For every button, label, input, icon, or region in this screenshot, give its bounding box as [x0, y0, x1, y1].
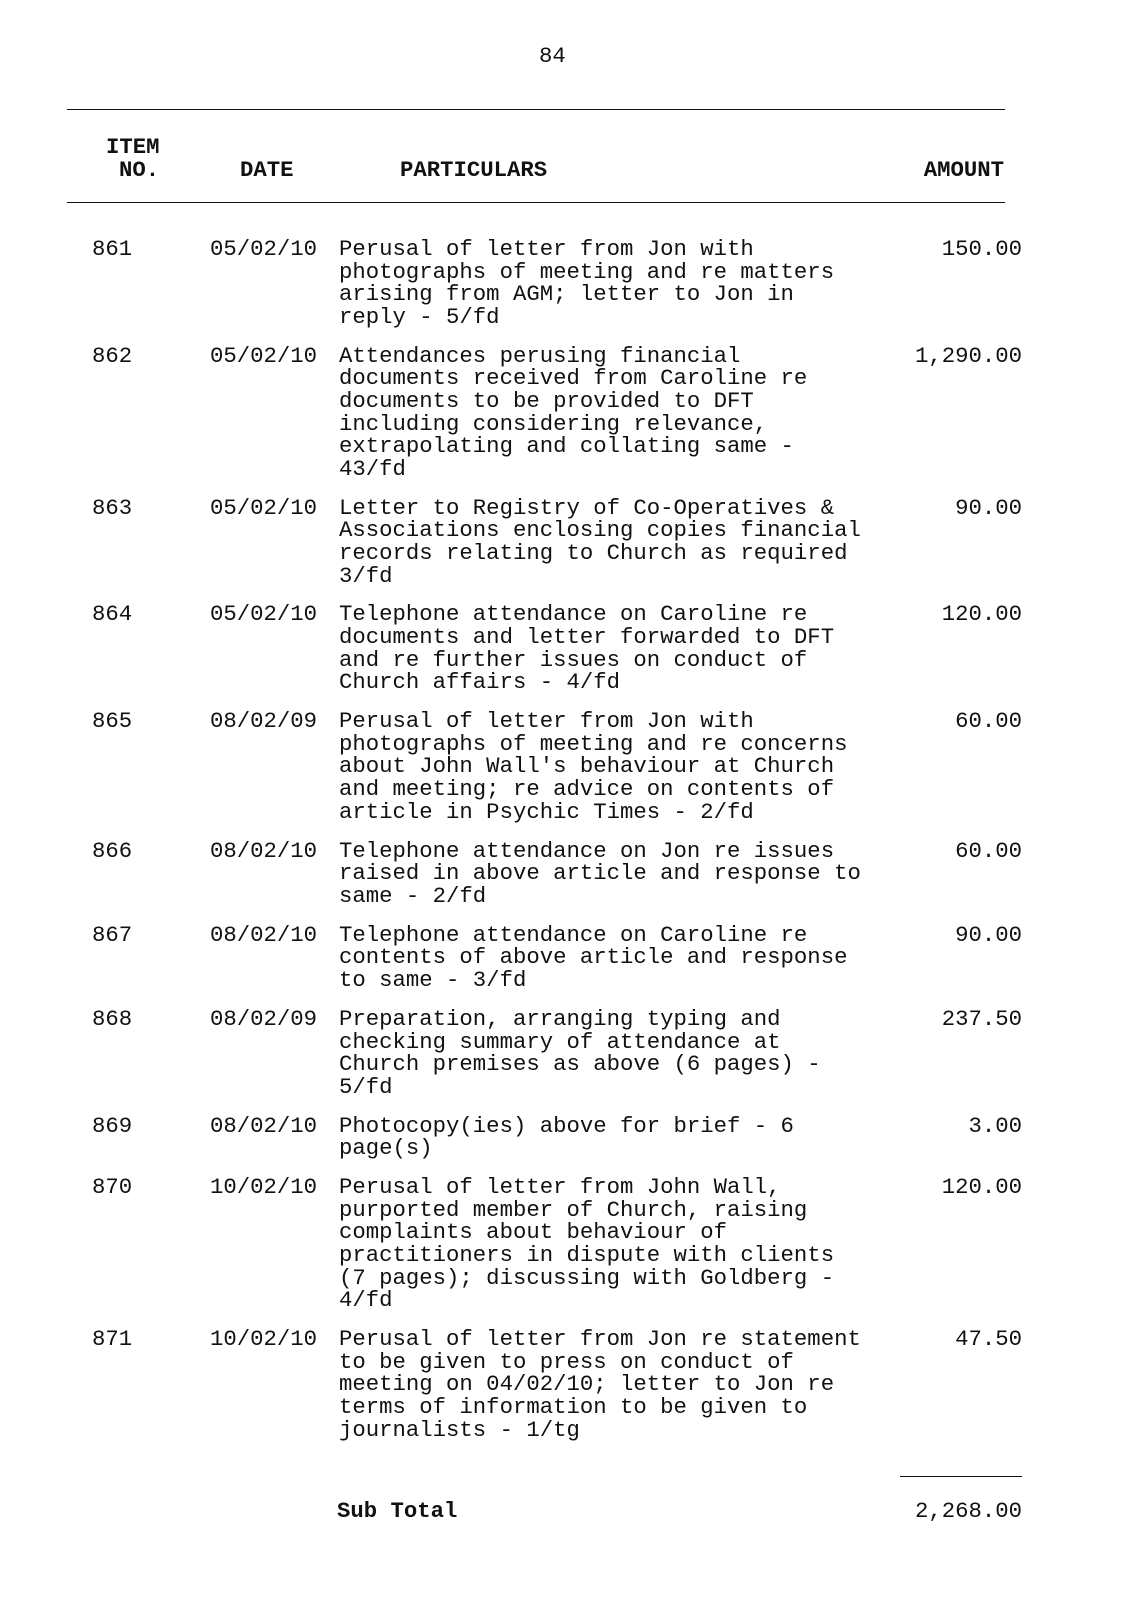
table-row [0, 1112, 1130, 1162]
subtotal-amount: 2,268.00 [914, 1498, 1022, 1524]
column-header-particulars: PARTICULARS [400, 157, 548, 183]
entry-date: 05/02/10 [210, 601, 318, 628]
item-number: 861 [92, 236, 133, 262]
entry-particulars: Perusal of letter from Jon re statement to be given to press on conduct of meeting on 04/02/10; letter to Jon re terms of information to be given to journalists - 1/tg [339, 1326, 861, 1443]
item-number: 866 [92, 837, 133, 864]
entry-particulars: Telephone attendance on Caroline re contents of above article and response to same - 3/fd [339, 921, 848, 993]
column-header-item-no-line1: ITEM [106, 134, 160, 160]
table-row [0, 837, 1130, 909]
item-number: 864 [92, 601, 133, 628]
entry-amount: 120.00 [941, 601, 1022, 628]
entry-amount: 3.00 [968, 1112, 1022, 1139]
entry-amount: 60.00 [955, 708, 1022, 735]
entry-amount: 90.00 [955, 494, 1022, 521]
item-number: 867 [92, 921, 133, 948]
item-number: 865 [92, 708, 133, 735]
entry-amount: 237.50 [941, 1005, 1022, 1032]
table-row [0, 1176, 1130, 1312]
entry-date: 10/02/10 [210, 1174, 318, 1201]
column-header-amount: AMOUNT [923, 157, 1004, 183]
column-header-item-no-line2: NO. [119, 157, 160, 183]
entry-particulars: Letter to Registry of Co-Operatives & Associations enclosing copies financial records relating to Church as required 3/fd [339, 494, 861, 589]
page-number: 84 [539, 43, 566, 69]
table-row [0, 1005, 1130, 1100]
entry-date: 08/02/09 [210, 708, 318, 735]
item-number: 868 [92, 1005, 133, 1032]
subtotal-label: Sub Total [337, 1498, 458, 1524]
entry-amount: 150.00 [941, 236, 1022, 262]
table-row [0, 921, 1130, 993]
entry-amount: 120.00 [941, 1174, 1022, 1201]
entry-date: 08/02/09 [210, 1005, 318, 1032]
entry-amount: 60.00 [955, 837, 1022, 864]
entry-particulars: Perusal of letter from John Wall, purported member of Church, raising complaints about behaviour of practitioners in dispute with clients (7 pages); discussing with Goldberg - 4/fd [339, 1174, 835, 1314]
entry-date: 08/02/10 [210, 921, 318, 948]
entry-particulars: Preparation, arranging typing and checking summary of attendance at Church premises as above (6 pages) - 5/fd [339, 1005, 821, 1100]
item-number: 862 [92, 342, 133, 369]
entry-particulars: Perusal of letter from Jon with photographs of meeting and re matters arising from AGM; letter to Jon in reply - 5/fd [339, 236, 835, 330]
header-bottom-rule [67, 202, 1005, 203]
column-header-date: DATE [240, 157, 294, 183]
entry-date: 05/02/10 [210, 342, 318, 369]
entry-amount: 90.00 [955, 921, 1022, 948]
subtotal-rule [900, 1476, 1022, 1477]
entry-date: 05/02/10 [210, 494, 318, 521]
table-row [0, 342, 1130, 482]
entry-amount: 1,290.00 [914, 342, 1022, 369]
entries-table [0, 238, 1130, 1458]
table-row [0, 710, 1130, 823]
entry-particulars: Photocopy(ies) above for brief - 6 page(s) [339, 1112, 794, 1162]
item-number: 870 [92, 1174, 133, 1201]
entry-particulars: Perusal of letter from Jon with photographs of meeting and re concerns about John Wall's behaviour at Church and meeting; re advice on contents of article in Psychic Times - 2/fd [339, 708, 848, 825]
entry-amount: 47.50 [955, 1326, 1022, 1353]
table-row [0, 1328, 1130, 1441]
entry-particulars: Telephone attendance on Jon re issues raised in above article and response to same - 2/fd [339, 837, 861, 909]
table-row [0, 238, 1130, 328]
item-number: 863 [92, 494, 133, 521]
entry-date: 10/02/10 [210, 1326, 318, 1353]
item-number: 871 [92, 1326, 133, 1353]
entry-date: 08/02/10 [210, 837, 318, 864]
entry-date: 05/02/10 [210, 236, 318, 262]
entry-particulars: Attendances perusing financial documents received from Caroline re documents to be provided to DFT including considering relevance, extrapolating and collating same - 43/fd [339, 342, 808, 482]
table-row [0, 494, 1130, 589]
entry-date: 08/02/10 [210, 1112, 318, 1139]
item-number: 869 [92, 1112, 133, 1139]
entry-particulars: Telephone attendance on Caroline re documents and letter forwarded to DFT and re further issues on conduct of Church affairs - 4/fd [339, 601, 835, 696]
header-top-rule [67, 109, 1005, 110]
table-row [0, 601, 1130, 696]
